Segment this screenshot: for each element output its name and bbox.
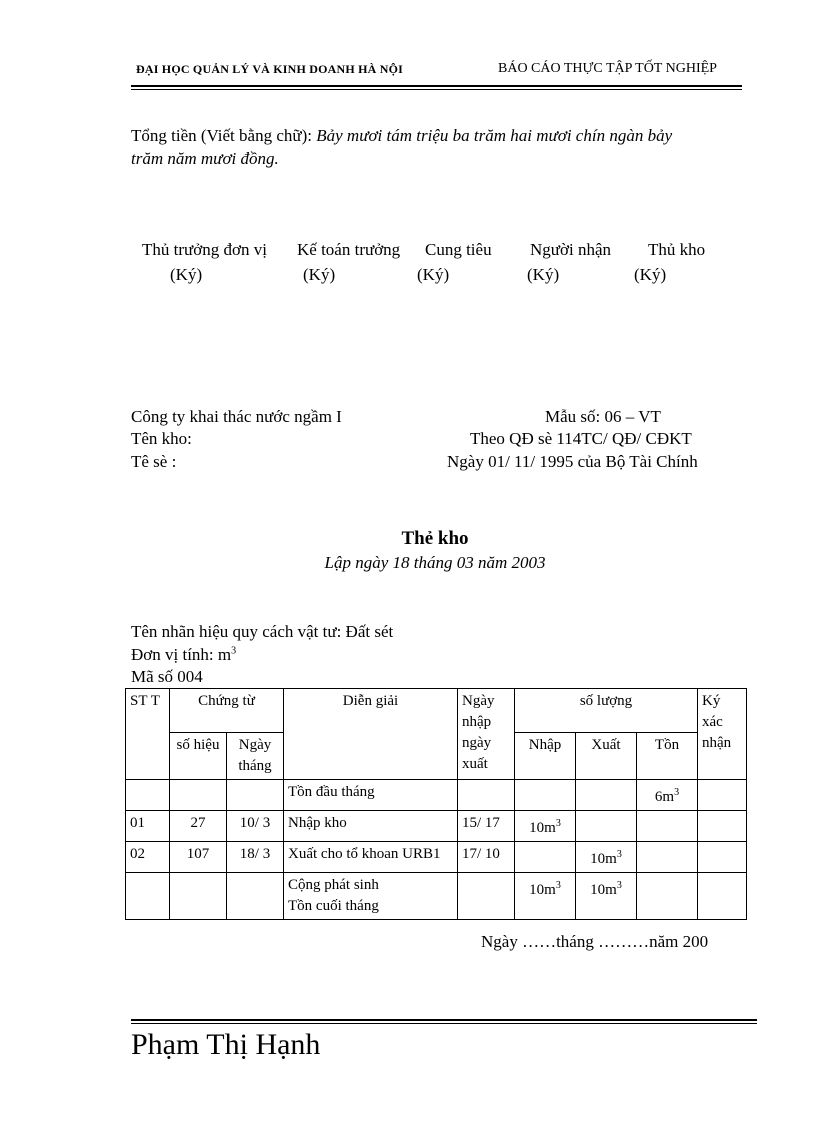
company-name: Công ty khai thác nước ngầm I [131, 407, 342, 426]
row-nhap: $10m^3$ [515, 873, 576, 920]
row-ngay-thang: 18/ 3 [227, 842, 284, 873]
sheet-number: Tê sè : [131, 452, 177, 471]
signature-sign-supply: (Ký) [417, 265, 450, 284]
row-xuat: $10m^3$ [576, 842, 637, 873]
warehouse-name: Tên kho: [131, 429, 192, 448]
table-row [126, 873, 747, 920]
decision-ref: Theo QĐ sè 114TC/ QĐ/ CĐKT [470, 429, 692, 448]
signature-sign-receiver: (Ký) [527, 265, 560, 284]
total-label: Tổng tiền (Viết bằng chữ): [131, 126, 312, 145]
header-so-hieu: số hiệu [170, 733, 227, 780]
header-stt: ST T [126, 689, 170, 780]
decision-date: Ngày 01/ 11/ 1995 của Bộ Tài Chính [447, 452, 698, 471]
header-dien-giai: Diễn giải [284, 689, 458, 780]
material-code: Mã số 004 [131, 667, 203, 686]
stock-card-table [125, 688, 747, 920]
signature-sign-head: (Ký) [170, 265, 203, 284]
header-nhap: Nhập [515, 733, 576, 780]
material-name: Tên nhãn hiệu quy cách vật tư: Đất sét [131, 622, 394, 641]
table-row [126, 811, 747, 842]
row-desc: Tồn đầu tháng [284, 780, 458, 811]
form-number: Mẫu số: 06 – VT [545, 407, 661, 426]
signature-role-supply: Cung tiêu [425, 240, 492, 259]
header-chung-tu: Chứng từ [170, 689, 284, 733]
row-desc: Nhập kho [284, 811, 458, 842]
header-ngay: Ngày nhập ngày xuất [458, 689, 515, 780]
footer-rule-bottom [131, 1023, 757, 1024]
header-rule-bottom [131, 89, 742, 90]
total-amount [131, 126, 672, 146]
row-date: 17/ 10 [458, 842, 515, 873]
header-school: ĐẠI HỌC QUẢN LÝ VÀ KINH DOANH HÀ NỘI [136, 62, 403, 76]
signature-sign-storekeeper: (Ký) [634, 265, 667, 284]
row-so-hieu: 107 [170, 842, 227, 873]
material-unit: Đơn vị tính: $m^3$ [131, 645, 237, 664]
header-ky-xac-nhan: Ký xác nhận [698, 689, 747, 780]
footer-rule-top [131, 1019, 757, 1021]
signature-role-storekeeper: Thủ kho [648, 240, 706, 259]
header-rule-top [131, 85, 742, 87]
row-xuat: $10m^3$ [576, 873, 637, 920]
signature-sign-accountant: (Ký) [303, 265, 336, 284]
header-so-luong: số lượng [515, 689, 698, 733]
table-row [126, 780, 747, 811]
row-desc: Cộng phát sinh Tồn cuối tháng [284, 873, 458, 920]
table-row [126, 842, 747, 873]
footer-author: Phạm Thị Hạnh [131, 1028, 321, 1061]
header-ton: Tồn [637, 733, 698, 780]
row-stt: 02 [126, 842, 170, 873]
table-header-row [126, 689, 747, 733]
row-date: 15/ 17 [458, 811, 515, 842]
total-words-line2: trăm năm mươi đồng. [131, 149, 279, 168]
row-ton: $6m^3$ [637, 780, 698, 811]
card-title: Thẻ kho [401, 528, 469, 549]
header-report-title: BÁO CÁO THỰC TẬP TỐT NGHIỆP [498, 61, 717, 76]
signature-role-accountant: Kế toán trưởng [297, 240, 401, 259]
card-date: Lập ngày 18 tháng 03 năm 2003 [324, 553, 546, 572]
row-desc: Xuất cho tổ khoan URB1 [284, 842, 458, 873]
header-xuat: Xuất [576, 733, 637, 780]
date-line: Ngày ……tháng ………năm 200 [481, 932, 709, 951]
row-ngay-thang: 10/ 3 [227, 811, 284, 842]
signature-role-head: Thủ trưởng đơn vị [142, 240, 267, 259]
row-stt: 01 [126, 811, 170, 842]
header-ngay-thang: Ngày tháng [227, 733, 284, 780]
total-words-line1: Bảy mươi tám triệu ba trăm hai mươi chín ngàn bảy [316, 126, 673, 145]
row-so-hieu: 27 [170, 811, 227, 842]
row-nhap: $10m^3$ [515, 811, 576, 842]
signature-role-receiver: Người nhận [530, 240, 611, 259]
